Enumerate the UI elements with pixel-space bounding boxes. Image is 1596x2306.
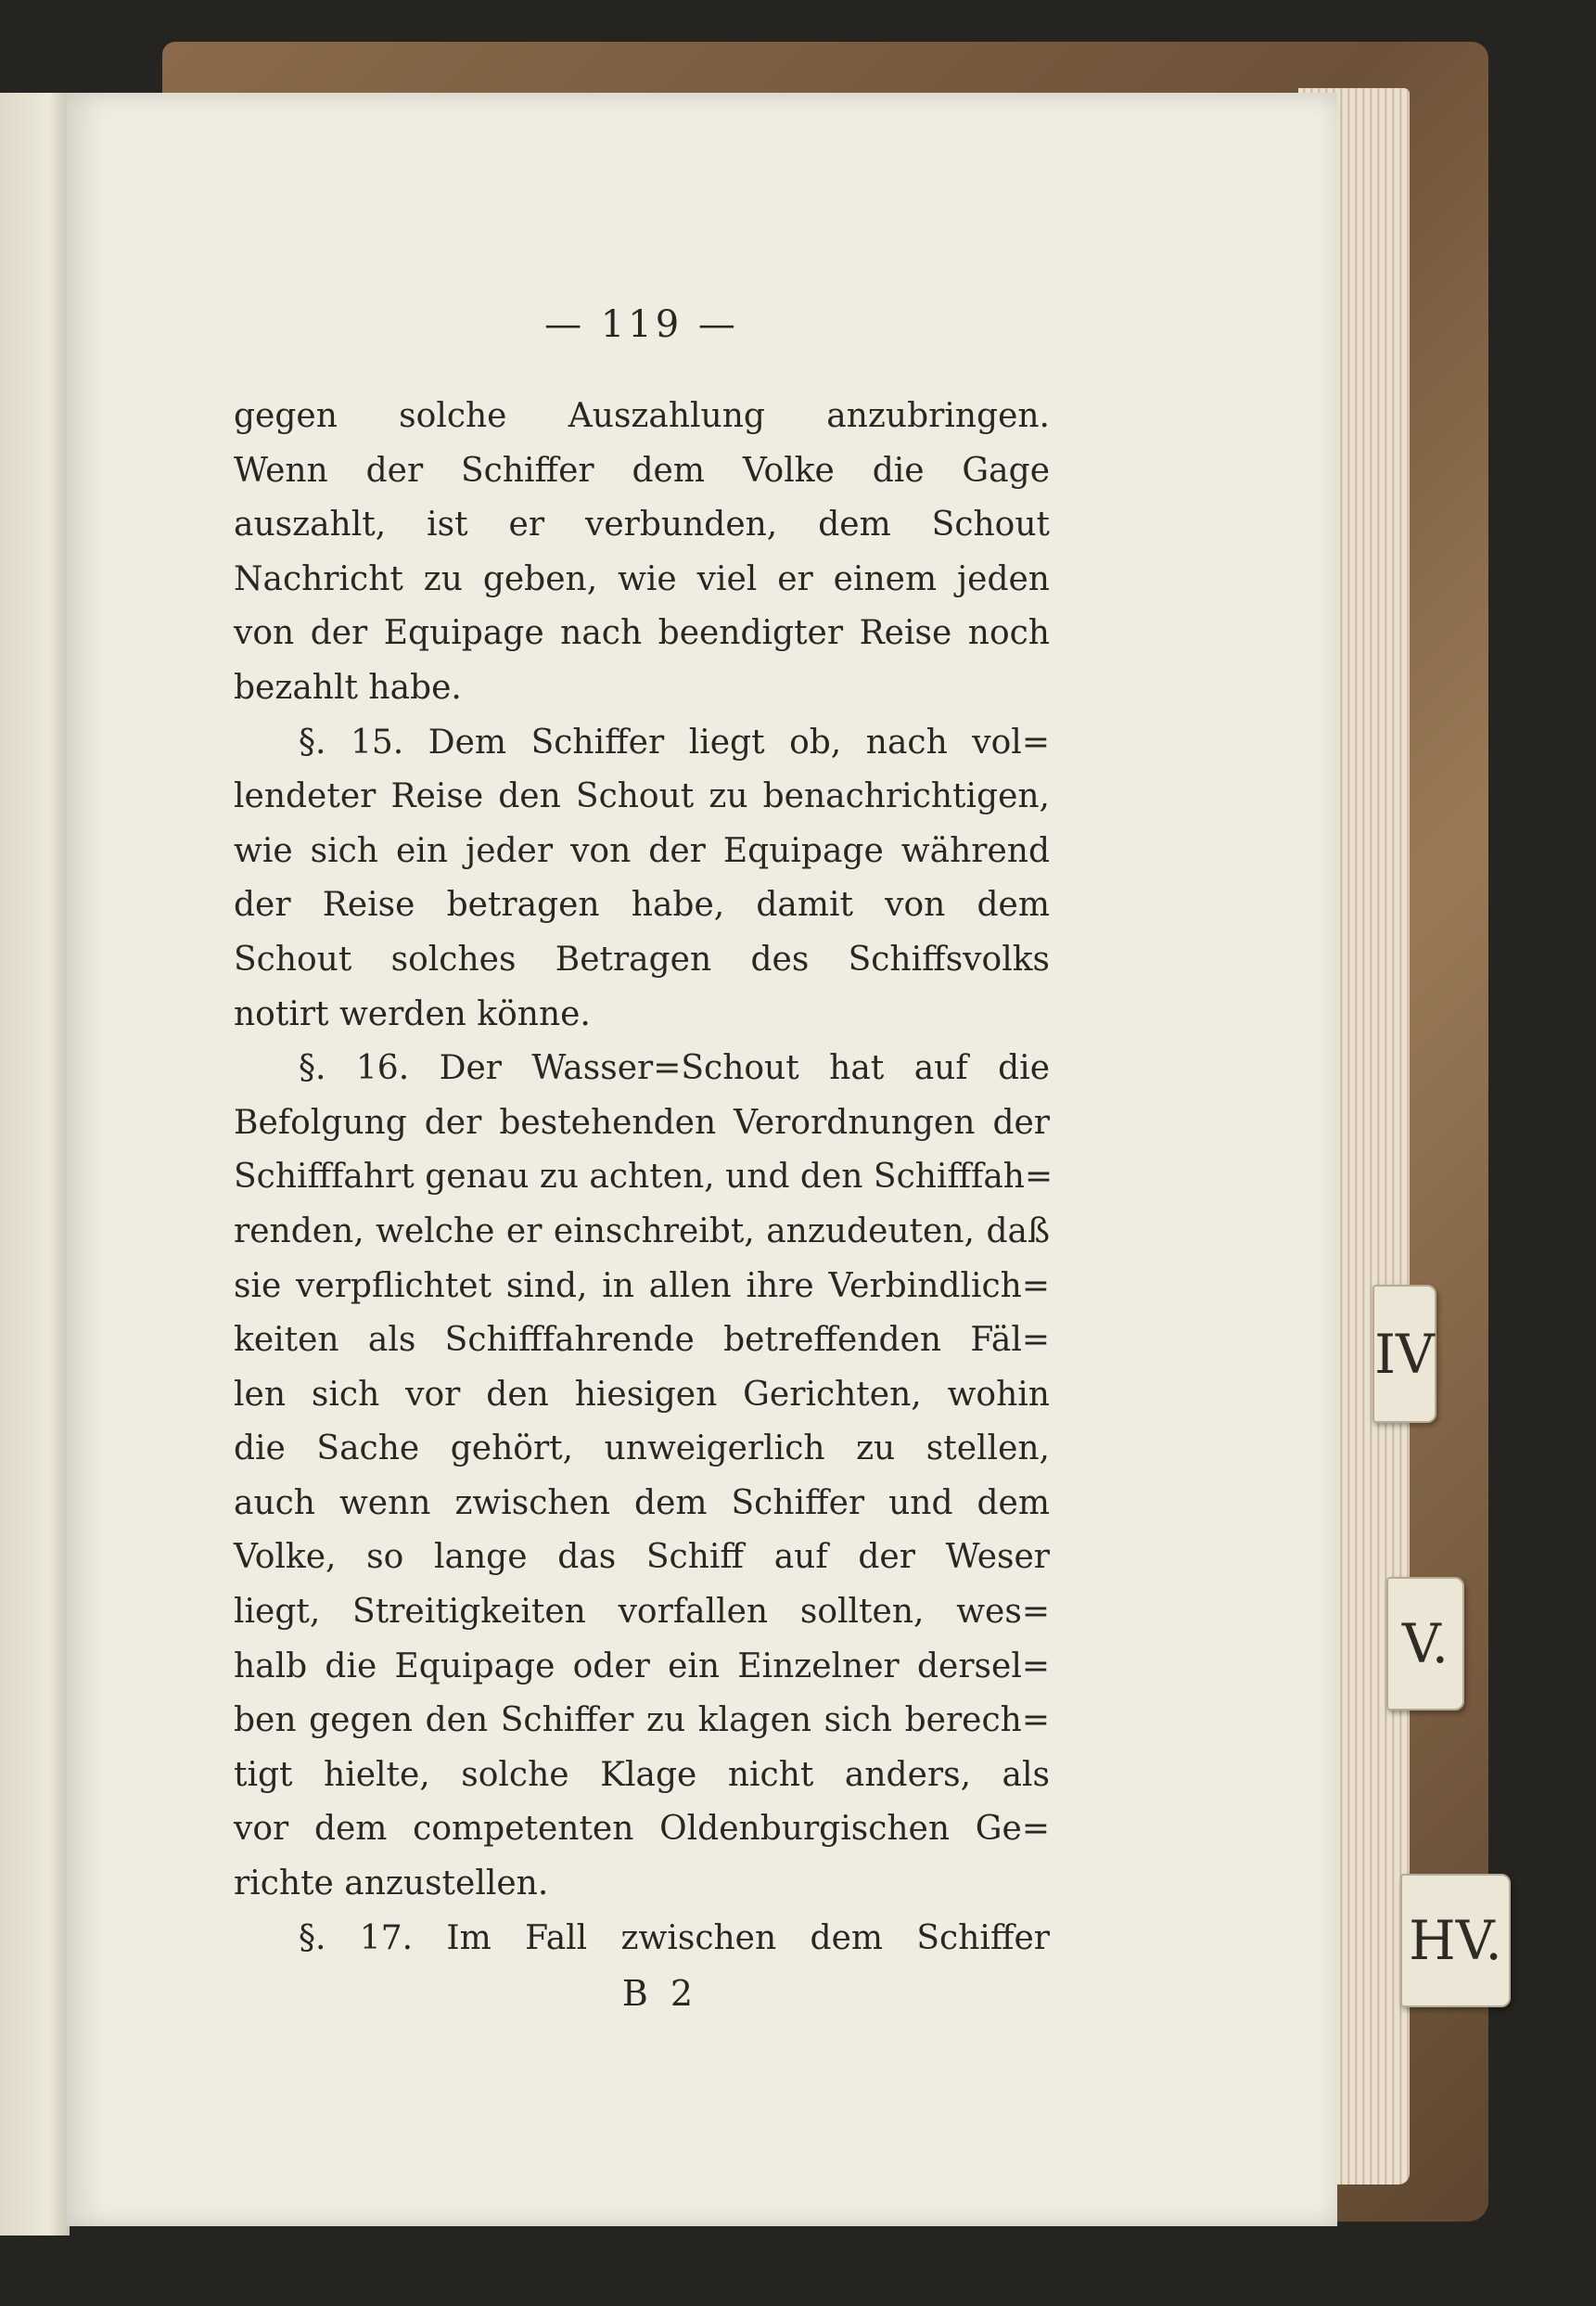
text-line: liegt, Streitigkeiten vorfallen sollten, wes= bbox=[234, 1593, 1050, 1632]
text-line: gegen solche Auszahlung anzubringen. bbox=[234, 397, 1050, 435]
text-line: Schout solches Betragen des Schiffsvolks bbox=[234, 940, 1050, 979]
text-line: sie verpflichtet sind, in allen ihre Verbindlich= bbox=[234, 1266, 1050, 1305]
index-tab[interactable]: HV. bbox=[1400, 1874, 1511, 2007]
text-line: ben gegen den Schiffer zu klagen sich berech= bbox=[234, 1701, 1050, 1740]
index-tab[interactable]: IV bbox=[1373, 1285, 1436, 1423]
text-line: auszahlt, ist er verbunden, dem Schout bbox=[234, 506, 1050, 544]
signature-mark: B 2 bbox=[621, 1973, 699, 2015]
text-line: von der Equipage nach beendigter Reise noch bbox=[234, 614, 1050, 653]
text-line: die Sache gehört, unweigerlich zu stellen, bbox=[234, 1429, 1050, 1468]
index-tab[interactable]: V. bbox=[1386, 1577, 1464, 1710]
text-line: lendeter Reise den Schout zu benachrichtigen, bbox=[234, 777, 1050, 816]
text-line: renden, welche er einschreibt, anzudeuten, daß bbox=[234, 1211, 1050, 1250]
text-line: Wenn der Schiffer dem Volke die Gage bbox=[234, 451, 1050, 490]
text-line: vor dem competenten Oldenburgischen Ge= bbox=[234, 1810, 1050, 1849]
text-line: der Reise betragen habe, damit von dem bbox=[234, 886, 1050, 925]
text-line: bezahlt habe. bbox=[234, 668, 462, 707]
paragraph-16-start: §. 16. Der Wasser=Schout hat auf die bbox=[299, 1049, 1050, 1088]
text-line: wie sich ein jeder von der Equipage während bbox=[234, 831, 1050, 870]
text-line: tigt hielte, solche Klage nicht anders, als bbox=[234, 1755, 1050, 1794]
text-line: Schifffahrt genau zu achten, und den Schifffah= bbox=[234, 1158, 1053, 1197]
text-line: auch wenn zwischen dem Schiffer und dem bbox=[234, 1483, 1050, 1522]
text-line: keiten als Schifffahrende betreffenden Fäl= bbox=[234, 1321, 1050, 1360]
paragraph-15-start: §. 15. Dem Schiffer liegt ob, nach vol= bbox=[299, 723, 1050, 762]
paragraph-17-start: §. 17. Im Fall zwischen dem Schiffer bbox=[299, 1918, 1050, 1957]
text-line: Volke, so lange das Schiff auf der Weser bbox=[234, 1538, 1050, 1577]
text-line: richte anzustellen. bbox=[234, 1864, 549, 1903]
text-line: halb die Equipage oder ein Einzelner dersel= bbox=[234, 1646, 1050, 1685]
page-number-header: — 119 — bbox=[544, 303, 739, 346]
text-line: Nachricht zu geben, wie viel er einem jeden bbox=[234, 559, 1050, 598]
page-text bbox=[234, 297, 1053, 2021]
text-line: len sich vor den hiesigen Gerichten, wohin bbox=[234, 1375, 1050, 1414]
text-line: Befolgung der bestehenden Verordnungen der bbox=[234, 1103, 1050, 1142]
facing-page-edge bbox=[0, 93, 70, 2236]
text-line: notirt werden könne. bbox=[234, 994, 591, 1033]
